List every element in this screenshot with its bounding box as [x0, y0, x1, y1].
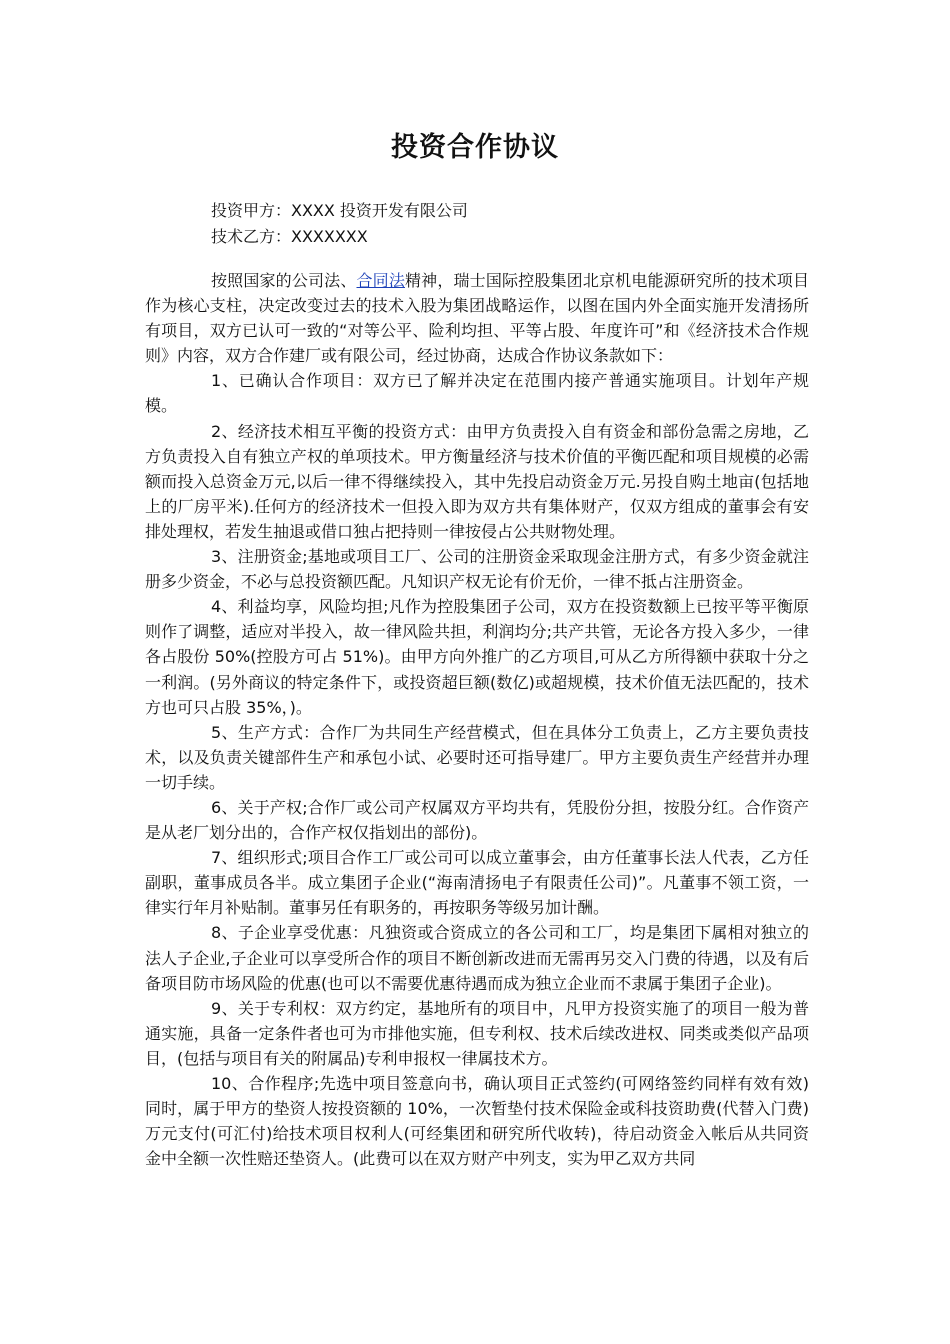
clause-10: 10、合作程序;先选中项目签意向书，确认项目正式签约(可网络签约同样有效有效)同时，属于甲方的垫资人按投资额的 10%，一次暂垫付技术保险金或科技资助费(代替入门费)万元支付(可汇付)给技术项目权利人(可经集团和研究所代收转)，待启动资金入帐后从共同资金中全额一次性赔还垫资人。(此费可以在双方财产中列支，实为甲乙双方共同 — [145, 1074, 809, 1169]
document-title: 投资合作协议 — [391, 132, 559, 163]
clause-8: 8、子企业享受优惠：凡独资或合资成立的各公司和工厂，均是集团下属相对独立的法人子企业,子企业可以享受所合作的项目不断创新改进而无需再另交入门费的待遇，以及有后备项目防市场风险的优惠(也可以不需要优惠待遇而成为独立企业而不隶属于集团子企业)。 — [145, 923, 809, 993]
party-b-line: 技术乙方：XXXXXXX — [211, 227, 368, 246]
agreement-body — [145, 268, 809, 1171]
clause-1: 1、已确认合作项目：双方已了解并决定在范围内接产普通实施项目。计划年产规模。 — [145, 371, 809, 416]
intro-text-after-link: 精神，瑞士国际控股集团北京机电能源研究所的技术项目作为核心支柱，决定改变过去的技术入股为集团战略运作，以图在国内外全面实施开发清扬所有项目，双方已认可一致的“对等公平、险利均担、平等占股、年度许可”和《经济技术合作规则》内容，双方合作建厂或有限公司，经过协商，达成合作协议条款如下： — [145, 271, 809, 366]
clause-5: 5、生产方式：合作厂为共同生产经营模式，但在具体分工负责上，乙方主要负责技术，以及负责关键部件生产和承包小试、必要时还可指导建厂。甲方主要负责生产经营并办理一切手续。 — [145, 722, 809, 792]
clause-6: 6、关于产权;合作厂或公司产权属双方平均共有，凭股份分担，按股分红。合作资产是从老厂划分出的，合作产权仅指划出的部份)。 — [145, 797, 809, 843]
clause-3: 3、注册资金;基地或项目工厂、公司的注册资金采取现金注册方式，有多少资金就注册多少资金，不必与总投资额匹配。凡知识产权无论有价无价，一律不抵占注册资金。 — [145, 547, 809, 592]
contract-law-link[interactable]: 合同法 — [356, 271, 405, 290]
clause-4: 4、利益均享，风险均担;凡作为控股集团子公司，双方在投资数额上已按平等平衡原则作了调整，适应对半投入，故一律风险共担，利润均分;共产共管，无论各方投入多少，一律各占股份 50%(控股方可占 51%)。由甲方向外推广的乙方项目,可从乙方所得额中获取十分之一利润。(另外商议的特定条件下，或投资超巨额(数亿)或超规模，技术价值无法匹配的，技术方也可只占股 35%，)。 — [145, 597, 809, 717]
parties-block — [211, 198, 468, 250]
clause-2: 2、经济技术相互平衡的投资方式：由甲方负责投入自有资金和部份急需之房地，乙方负责投入自有独立产权的单项技术。甲方衡量经济与技术价值的平衡匹配和项目规模的必需额而投入总资金万元,以后一律不得继续投入，其中先投启动资金万元.另投自购土地亩(包括地上的厂房平米).任何方的经济技术一但投入即为双方共有集体财产，仅双方组成的董事会有安排处理权，若发生抽退或借口独占把持则一律按侵占公共财物处理。 — [145, 421, 809, 541]
party-a-line: 投资甲方：XXXX 投资开发有限公司 — [211, 201, 468, 220]
clause-7: 7、组织形式;项目合作工厂或公司可以成立董事会，由方任董事长法人代表，乙方任副职，董事成员各半。成立集团子企业(“海南清扬电子有限责任公司)”。凡董事不领工资，一律实行年月补贴制。董事另任有职务的，再按职务等级另加计酬。 — [145, 848, 809, 918]
clause-9: 9、关于专利权：双方约定，基地所有的项目中，凡甲方投资实施了的项目一般为普通实施，具备一定条件者也可为市排他实施，但专利权、技术后续改进权、同类或类似产品项目，(包括与项目有关的附属品)专利申报权一律属技术方。 — [145, 998, 809, 1068]
intro-text-before-link: 按照国家的公司法、 — [211, 271, 357, 290]
intro-paragraph — [145, 268, 809, 368]
